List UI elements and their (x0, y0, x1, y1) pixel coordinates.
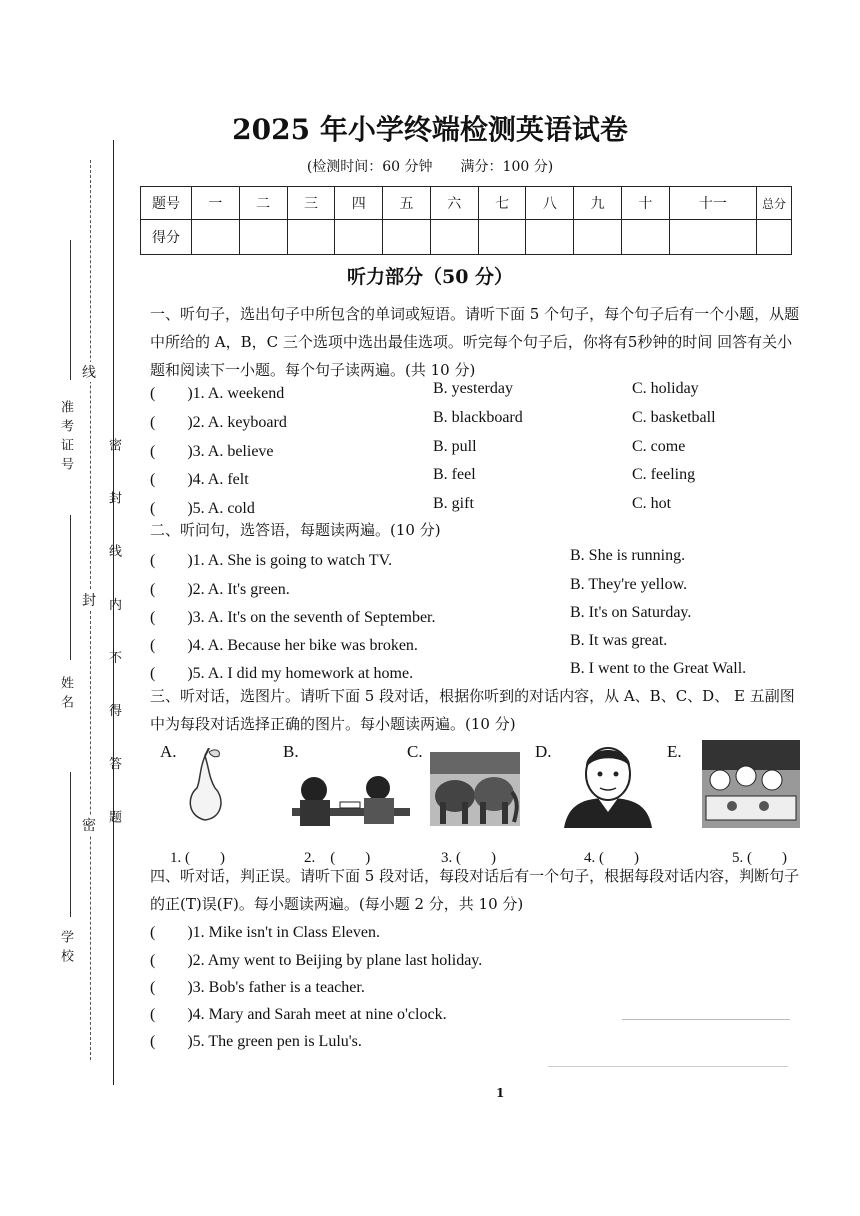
seal-mark-bottom: 密 (82, 815, 96, 835)
score-cell[interactable] (757, 220, 792, 255)
school-label: 学校 (58, 930, 73, 968)
part2-q4[interactable]: ( )4. A. Because her bike was broken. (150, 637, 418, 654)
part4-instructions: 四、听对话，判正误。请听下面 5 段对话，每段对话后有一个句子，根据每段对话内容，判断句子的正(T)误(F)。每小题读两遍。(每小题 2 分，共 10 分) (150, 867, 800, 913)
score-header-cell: 九 (574, 187, 622, 220)
exam-title: 2025 年小学终端检测英语试卷 (232, 113, 628, 146)
part1-q5-c: C. hot (632, 495, 672, 512)
score-cell[interactable] (192, 220, 240, 255)
part1-q2-c: C. basketball (632, 409, 716, 426)
part1-q3-b: B. pull (433, 438, 477, 455)
part2-q3[interactable]: ( )3. A. It's on the seventh of September. (150, 609, 436, 626)
score-header-cell: 二 (239, 187, 287, 220)
part2-q3-b: B. It's on Saturday. (570, 604, 692, 621)
part1-q1[interactable]: ( )1. A. weekend (150, 385, 285, 402)
part3-instructions: 三、听对话，选图片。请听下面 5 段对话，根据你听到的对话内容，从 A、B、C、D、 E 五副图中为每段对话选择正确的图片。每小题读两遍。(10 分) (150, 687, 795, 733)
part1-q1-c: C. holiday (632, 380, 699, 397)
part2-q2[interactable]: ( )2. A. It's green. (150, 581, 290, 598)
seal-dashed-line (90, 160, 91, 1060)
score-cell[interactable] (335, 220, 383, 255)
part4-q3[interactable]: ( )3. Bob's father is a teacher. (150, 979, 365, 996)
part2-instructions: 二、听问句，选答语，每题读两遍。(10 分) (150, 521, 441, 539)
picture-letter-d: D. (535, 742, 552, 761)
score-cell[interactable] (574, 220, 622, 255)
part2-q5-b: B. I went to the Great Wall. (570, 660, 747, 677)
picture-answer-1[interactable]: 1. ( ) (170, 850, 225, 866)
score-header-cell: 八 (526, 187, 574, 220)
score-header-cell: 十一 (669, 187, 756, 220)
part4-q1[interactable]: ( )1. Mike isn't in Class Eleven. (150, 924, 380, 941)
score-cell[interactable] (669, 220, 756, 255)
part4-q5[interactable]: ( )5. The green pen is Lulu's. (150, 1033, 362, 1050)
score-table (140, 186, 792, 255)
score-table-row (141, 220, 792, 255)
score-header-cell: 五 (383, 187, 431, 220)
part2-q2-b: B. They're yellow. (570, 576, 688, 593)
picture-answer-2[interactable]: 2. ( ) (304, 850, 371, 866)
scan-mark (622, 1019, 790, 1020)
part2-q4-b: B. It was great. (570, 632, 668, 649)
part2-q1-b: B. She is running. (570, 547, 686, 564)
part1-q2[interactable]: ( )2. A. keyboard (150, 414, 287, 431)
picture-answer-5[interactable]: 5. ( ) (732, 850, 787, 866)
picture-letter-c: C. (407, 742, 423, 761)
admission-label: 准考证号 (58, 400, 73, 476)
picture-answer-4[interactable]: 4. ( ) (584, 850, 639, 866)
score-header-cell: 七 (478, 187, 526, 220)
school-underline (70, 772, 71, 917)
score-header-cell: 十 (622, 187, 670, 220)
elephants-icon (430, 752, 520, 826)
part2-q1[interactable]: ( )1. A. She is going to watch TV. (150, 552, 393, 569)
part1-q1-b: B. yesterday (433, 380, 513, 397)
score-header-cell: 四 (335, 187, 383, 220)
score-cell[interactable] (383, 220, 431, 255)
part1-q5-b: B. gift (433, 495, 474, 512)
pear-icon (175, 748, 235, 824)
part1-q4[interactable]: ( )4. A. felt (150, 471, 249, 488)
score-header-cell: 三 (287, 187, 335, 220)
name-underline (70, 515, 71, 660)
score-header-cell: 一 (192, 187, 240, 220)
part1-instructions: 一、听句子，选出句子中所包含的单词或短语。请听下面 5 个句子，每个句子后有一个小题，从题中所给的 A，B，C 三个选项中选出最佳选项。听完每个句子后，你将有5秒钟的时间 回答有关小题和阅读下一小题。每个句子读两遍。(共 10 分) (150, 305, 800, 379)
score-cell[interactable] (287, 220, 335, 255)
picture-letter-e: E. (667, 742, 682, 761)
part4-q2[interactable]: ( )2. Amy went to Beijing by plane last holiday. (150, 952, 483, 969)
part1-q4-c: C. feeling (632, 466, 696, 483)
score-header-cell: 总分 (757, 187, 792, 220)
man-portrait-icon (564, 738, 652, 828)
part2-q5[interactable]: ( )5. A. I did my homework at home. (150, 665, 414, 682)
children-desk-icon (292, 768, 410, 830)
seal-mark-mid: 封 (82, 590, 96, 610)
score-row-label: 得分 (141, 220, 192, 255)
score-cell[interactable] (526, 220, 574, 255)
score-header-cell: 题号 (141, 187, 192, 220)
picture-answer-3[interactable]: 3. ( ) (441, 850, 496, 866)
score-cell[interactable] (478, 220, 526, 255)
admission-underline (70, 240, 71, 380)
listening-section-title: 听力部分（50 分） (346, 266, 514, 288)
part1-q2-b: B. blackboard (433, 409, 523, 426)
name-label: 姓名 (58, 676, 73, 714)
score-header-cell: 六 (430, 187, 478, 220)
seal-warning: 密 封 线 内 不 得 答 题 (106, 438, 121, 841)
exam-subtitle: (检测时间：60 分钟 满分：100 分) (306, 159, 554, 175)
family-dinner-icon (702, 740, 800, 828)
part4-q4[interactable]: ( )4. Mary and Sarah meet at nine o'clock. (150, 1006, 447, 1023)
scan-mark (548, 1066, 788, 1067)
part1-q5[interactable]: ( )5. A. cold (150, 500, 255, 517)
part1-q3-c: C. come (632, 438, 686, 455)
page-number: 1 (496, 1086, 505, 1100)
score-cell[interactable] (430, 220, 478, 255)
score-cell[interactable] (622, 220, 670, 255)
part1-q3[interactable]: ( )3. A. believe (150, 443, 274, 460)
picture-letter-a: A. (160, 742, 177, 761)
picture-letter-b: B. (283, 742, 299, 761)
score-table-header (141, 187, 792, 220)
score-cell[interactable] (239, 220, 287, 255)
seal-mark-top: 线 (82, 362, 96, 382)
part1-q4-b: B. feel (433, 466, 476, 483)
